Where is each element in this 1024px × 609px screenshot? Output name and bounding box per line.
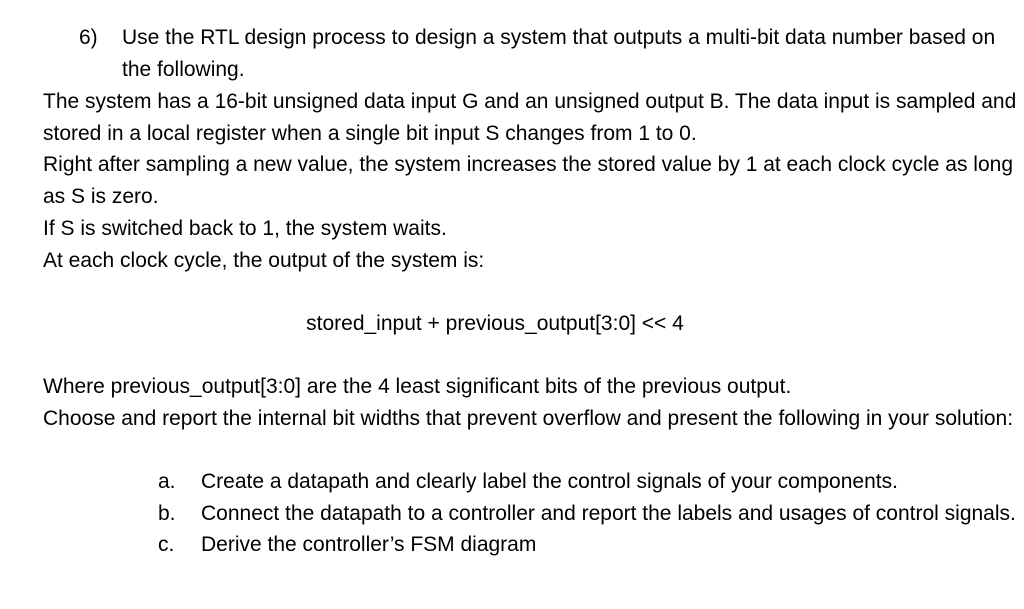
- paragraph-lsb-definition: Where previous_output[3:0] are the 4 least significant bits of the previous output.: [43, 375, 792, 398]
- task-text: Connect the datapath to a controller and report the labels and usages of control signals.: [201, 501, 1016, 525]
- paragraph-output-intro: At each clock cycle, the output of the system is:: [43, 248, 485, 272]
- task-item-a: [158, 466, 1018, 498]
- paragraph-bit-width-instructions: Choose and report the internal bit widths that prevent overflow and present the following in your solution:: [43, 406, 1014, 430]
- paragraph-increment-behavior: Right after sampling a new value, the system increases the stored value by 1 at each clock cycle as long as S is zero.: [43, 153, 1013, 209]
- question-title: Use the RTL design process to design a system that outputs a multi-bit data number based on the following.: [122, 26, 996, 81]
- task-item-b: [158, 498, 1018, 530]
- output-formula: [0, 308, 1024, 340]
- task-item-c: [158, 529, 1018, 561]
- paragraph-system-inputs: The system has a 16-bit unsigned data input G and an unsigned output B. The data input is sampled and stored in a local register when a single bit input S changes from 1 to 0.: [43, 90, 1017, 145]
- task-letter: c.: [158, 533, 175, 557]
- task-text: Derive the controller’s FSM diagram: [201, 533, 537, 557]
- task-list: [158, 466, 1018, 561]
- task-letter: a.: [158, 470, 176, 493]
- question-number: 6): [79, 26, 98, 49]
- output-formula-text: stored_input + previous_output[3:0] << 4: [306, 312, 684, 335]
- requirements-description: [43, 371, 1018, 434]
- problem-description: [43, 86, 1018, 276]
- task-letter: b.: [158, 501, 176, 525]
- paragraph-wait-behavior: If S is switched back to 1, the system waits.: [43, 216, 447, 240]
- task-text: Create a datapath and clearly label the control signals of your components.: [201, 470, 898, 493]
